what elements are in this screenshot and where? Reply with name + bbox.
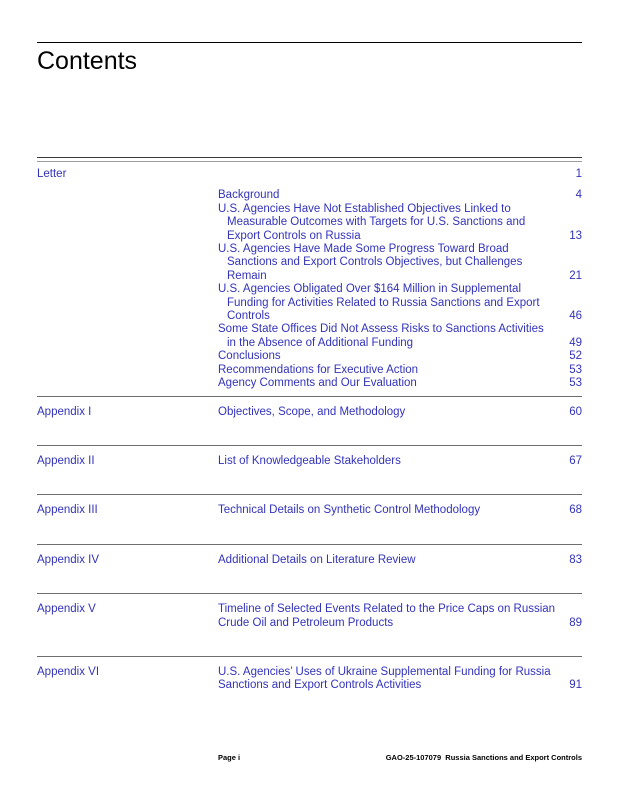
toc-entry-text[interactable] [218,666,556,693]
toc-appendix-label[interactable]: Appendix II [37,454,95,467]
toc-entry-page[interactable]: 89 [569,616,582,629]
page-footer [218,753,582,762]
toc-appendix-label[interactable]: Appendix III [37,504,98,517]
toc-entry-page[interactable]: 68 [569,504,582,517]
toc-entry-page[interactable]: 53 [569,363,582,376]
toc-entry-page[interactable]: 49 [569,336,582,349]
toc-appendix-entry[interactable] [218,504,582,517]
toc-entry-text[interactable] [218,283,556,323]
toc-entry-text[interactable] [218,455,556,468]
toc-appendix-label[interactable]: Appendix V [37,603,96,616]
toc-entry[interactable] [218,203,582,243]
toc-entry-page[interactable]: 67 [569,454,582,467]
toc-entry-line[interactable]: Recommendations for Executive Action [218,363,419,376]
toc-entry-line[interactable]: Crude Oil and Petroleum Products [218,616,394,629]
toc-entry-line[interactable]: Additional Details on Literature Review [218,553,416,566]
toc-appendix-entry[interactable] [218,406,582,419]
toc-appendix-entry[interactable] [218,603,582,630]
toc-appendix-entry[interactable] [218,666,582,693]
footer-page-number: Page i [218,753,241,762]
toc-appendix-entry[interactable] [218,455,582,468]
toc-entry-line[interactable]: U.S. Agencies Have Made Some Progress Toward Broad [218,243,509,256]
toc-entry-page[interactable]: 83 [569,553,582,566]
toc-appendix-section [37,593,582,656]
toc-entry-page[interactable]: 21 [569,269,582,282]
toc-entry-text[interactable] [218,603,556,630]
toc-appendix-label[interactable]: Appendix I [37,405,92,418]
toc-entry-page[interactable]: 52 [569,350,582,363]
toc-entry-line[interactable]: Sanctions and Export Controls Activities [218,679,422,692]
toc-letter-row[interactable] [37,168,582,181]
toc-letter-page[interactable]: 1 [575,168,582,180]
toc-appendix-section [37,445,582,494]
toc-entry-line[interactable]: U.S. Agencies Obligated Over $164 Million in Supplemental [218,283,522,296]
toc-entry-text[interactable] [218,350,556,363]
toc-appendix-section [37,494,582,543]
toc-entry-text[interactable] [218,364,556,377]
toc-entry-line[interactable]: Timeline of Selected Events Related to the Price Caps on Russian [218,603,556,616]
toc-appendix-entry[interactable] [218,554,582,567]
toc-appendix-section [37,544,582,593]
toc-entry-line[interactable]: Sanctions and Export Controls Objectives, but Challenges [227,256,523,269]
contents-page [37,0,582,719]
toc-entry[interactable] [218,243,582,283]
contents-divider [37,157,582,162]
title-rule [37,42,582,43]
toc-entry-text[interactable] [218,554,556,567]
toc-entry-line[interactable]: Background [218,189,280,202]
toc-entry-text[interactable] [218,504,556,517]
toc-entry-line[interactable]: Controls [227,310,270,323]
footer-report-number: GAO-25-107079 Russia Sanctions and Export Controls [385,753,582,762]
toc-entry-line[interactable]: Some State Offices Did Not Assess Risks to Sanctions Activities [218,323,544,336]
toc-appendix-section [37,396,582,445]
toc-entry-page[interactable]: 46 [569,310,582,323]
toc-entry[interactable] [218,189,582,202]
toc-entry[interactable] [218,364,582,377]
toc-entry-text[interactable] [218,189,556,202]
toc-entry-line[interactable]: Conclusions [218,350,281,363]
toc-entry[interactable] [218,323,582,350]
toc-entry-line[interactable]: Remain [227,269,267,282]
toc-entry-text[interactable] [218,243,556,283]
toc-entry-page[interactable]: 13 [569,229,582,242]
toc-entry-page[interactable]: 53 [569,377,582,390]
toc-entry-line[interactable]: Measurable Outcomes with Targets for U.S. Sanctions and [227,216,526,229]
toc-entry-line[interactable]: Export Controls on Russia [227,229,361,242]
toc-entry-page[interactable]: 4 [575,189,582,202]
toc-letter-entries [37,189,582,390]
toc-appendix-section [37,656,582,719]
toc-entry-text[interactable] [218,323,556,350]
toc-entry-page[interactable]: 91 [569,679,582,692]
toc-entry-line[interactable]: U.S. Agencies’ Uses of Ukraine Supplemental Funding for Russia [218,665,551,678]
toc-entry[interactable] [218,377,582,390]
toc-entry-line[interactable]: in the Absence of Additional Funding [227,336,414,349]
toc-entry-text[interactable] [218,377,556,390]
toc-entry-line[interactable]: List of Knowledgeable Stakeholders [218,454,401,467]
toc-entry-page[interactable]: 60 [569,405,582,418]
toc-entry-line[interactable]: Funding for Activities Related to Russia Sanctions and Export [227,296,540,309]
toc-entry[interactable] [218,350,582,363]
toc-entry-line[interactable]: Objectives, Scope, and Methodology [218,405,406,418]
page-title: Contents [37,47,138,75]
toc-appendix-list [37,396,582,719]
toc-entry-text[interactable] [218,406,556,419]
toc-entry[interactable] [218,283,582,323]
toc-appendix-label[interactable]: Appendix VI [37,665,100,678]
toc-entry-text[interactable] [218,203,556,243]
toc-letter-link[interactable]: Letter [37,168,67,180]
toc-entry-line[interactable]: U.S. Agencies Have Not Established Objectives Linked to [218,202,511,215]
toc-entry-line[interactable]: Technical Details on Synthetic Control Methodology [218,504,481,517]
toc-entry-line[interactable]: Agency Comments and Our Evaluation [218,377,417,390]
toc-appendix-label[interactable]: Appendix IV [37,553,100,566]
